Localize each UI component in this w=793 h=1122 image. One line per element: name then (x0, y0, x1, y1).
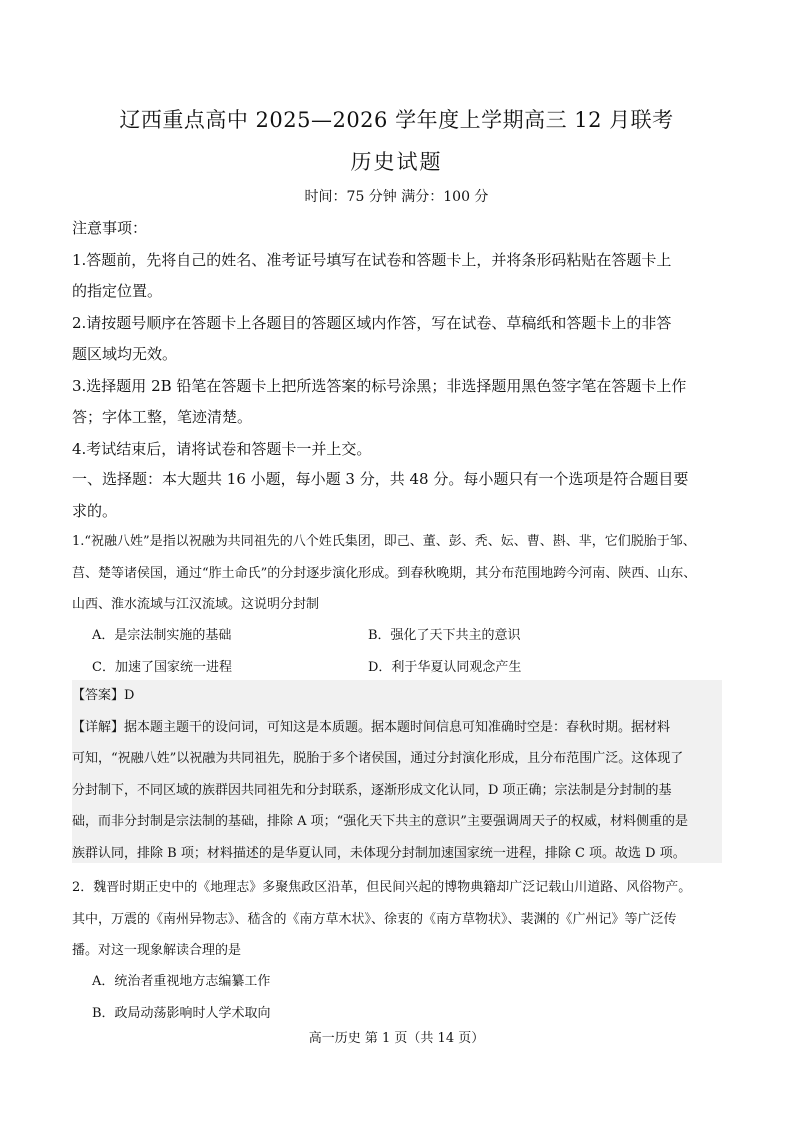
section-line: 求的。 (72, 501, 118, 520)
option-a: A．是宗法制实施的基础 (92, 628, 232, 643)
page-footer: 高一历史 第 1 页（共 14 页） (308, 1031, 485, 1046)
section-line: 一、选择题：本大题共 16 小题，每小题 3 分，共 48 分。每小题只有一个选项是符合题目要 (72, 470, 689, 488)
explain-text: 据本题主题干的设问词，可知这是本质题。据本题时间信息可知准确时空是：春秋时期。据材料 (124, 719, 671, 735)
explain-label: 【详解】 (72, 719, 125, 735)
notes-line: 答；字体工整，笔迹清楚。 (72, 408, 253, 426)
explain-line: 分封制下，不同区域的族群因共同祖先和分封联系，逐渐形成文化认同，D 项正确；宗法制是分封制的基 (72, 782, 672, 798)
notes-section (72, 213, 724, 465)
question-line: 1.“祝融八姓”是指以祝融为共同祖先的八个姓氏集团，即己、董、彭、秃、妘、曹、斟、芈，它们脱胎于邹、 (72, 534, 696, 549)
explain-line (72, 712, 722, 744)
answer-value: D (124, 688, 135, 703)
notes-line: 3.选择题用 2B 铅笔在答题卡上把所选答案的标号涂黑；非选择题用黑色签字笔在答题卡上作 (72, 376, 687, 395)
notes-line: 1.答题前，先将自己的姓名、准考证号填写在试卷和答题卡上，并将条形码粘贴在答题卡上 (72, 250, 672, 269)
question-line: 播。对这一现象解读合理的是 (72, 943, 242, 958)
answer-label: 【答案】 (72, 688, 125, 703)
option-c: C．加速了国家统一进程 (92, 659, 232, 675)
option-d: D．利于华夏认同观念产生 (368, 659, 522, 675)
exam-subject: 历史试题 (350, 150, 443, 174)
question-line: 莒、楚等诸侯国，通过“胙土命氏”的分封逐步演化形成。到春秋晚期，其分布范围地跨今河南、陕西、山东、 (72, 565, 697, 581)
question-line: 山西、淮水流域与江汉流域。这说明分封制 (72, 597, 320, 612)
notes-heading: 注意事项： (72, 219, 148, 237)
question-1-options (92, 620, 724, 683)
explain-line: 族群认同，排除 B 项；材料描述的是华夏认同，未体现分封制加速国家统一进程，排除 C 项。故选 D 项。 (72, 845, 686, 861)
notes-line: 的指定位置。 (72, 282, 163, 300)
question-2-options (92, 966, 724, 1029)
explain-line: 可知，“祝融八姓”以祝融为共同祖先，脱胎于多个诸侯国，通过分封演化形成，且分布范围广泛。这体现了 (72, 751, 684, 766)
question-line: 其中，万震的《南州异物志》、嵇含的《南方草木状》、徐衷的《南方草物状》、裴渊的《广州记》等广泛传 (72, 911, 677, 927)
notes-line: 2.请按题号顺序在答题卡上各题目的答题区域内作答，写在试卷、草稿纸和答题卡上的非答 (72, 313, 672, 332)
question-1-stem (72, 526, 724, 621)
section-heading (72, 464, 724, 527)
question-line: 2．魏晋时期正史中的《地理志》多聚焦政区沿革，但民间兴起的博物典籍却广泛记载山川道路、风俗物产。 (72, 880, 692, 895)
exam-title: 辽西重点高中 2025—2026 学年度上学期高三 12 月联考 (119, 108, 674, 132)
exam-time-score: 时间：75 分钟 满分：100 分 (304, 189, 489, 205)
explain-line: 础，而非分封制是宗法制的基础，排除 A 项；“强化天下共主的意识”主要强调周天子的权威，材料侧重的是 (72, 814, 688, 829)
option-a: A．统治者重视地方志编纂工作 (92, 974, 271, 989)
option-b: B．政局动荡影响时人学术取向 (92, 1005, 271, 1021)
notes-line: 4.考试结束后，请将试卷和答题卡一并上交。 (72, 439, 372, 458)
answer-line (72, 680, 722, 712)
notes-line: 题区域均无效。 (72, 345, 178, 363)
question-2-stem (72, 872, 724, 967)
option-b: B．强化了天下共主的意识 (368, 628, 521, 643)
question-1-answer (72, 680, 722, 863)
